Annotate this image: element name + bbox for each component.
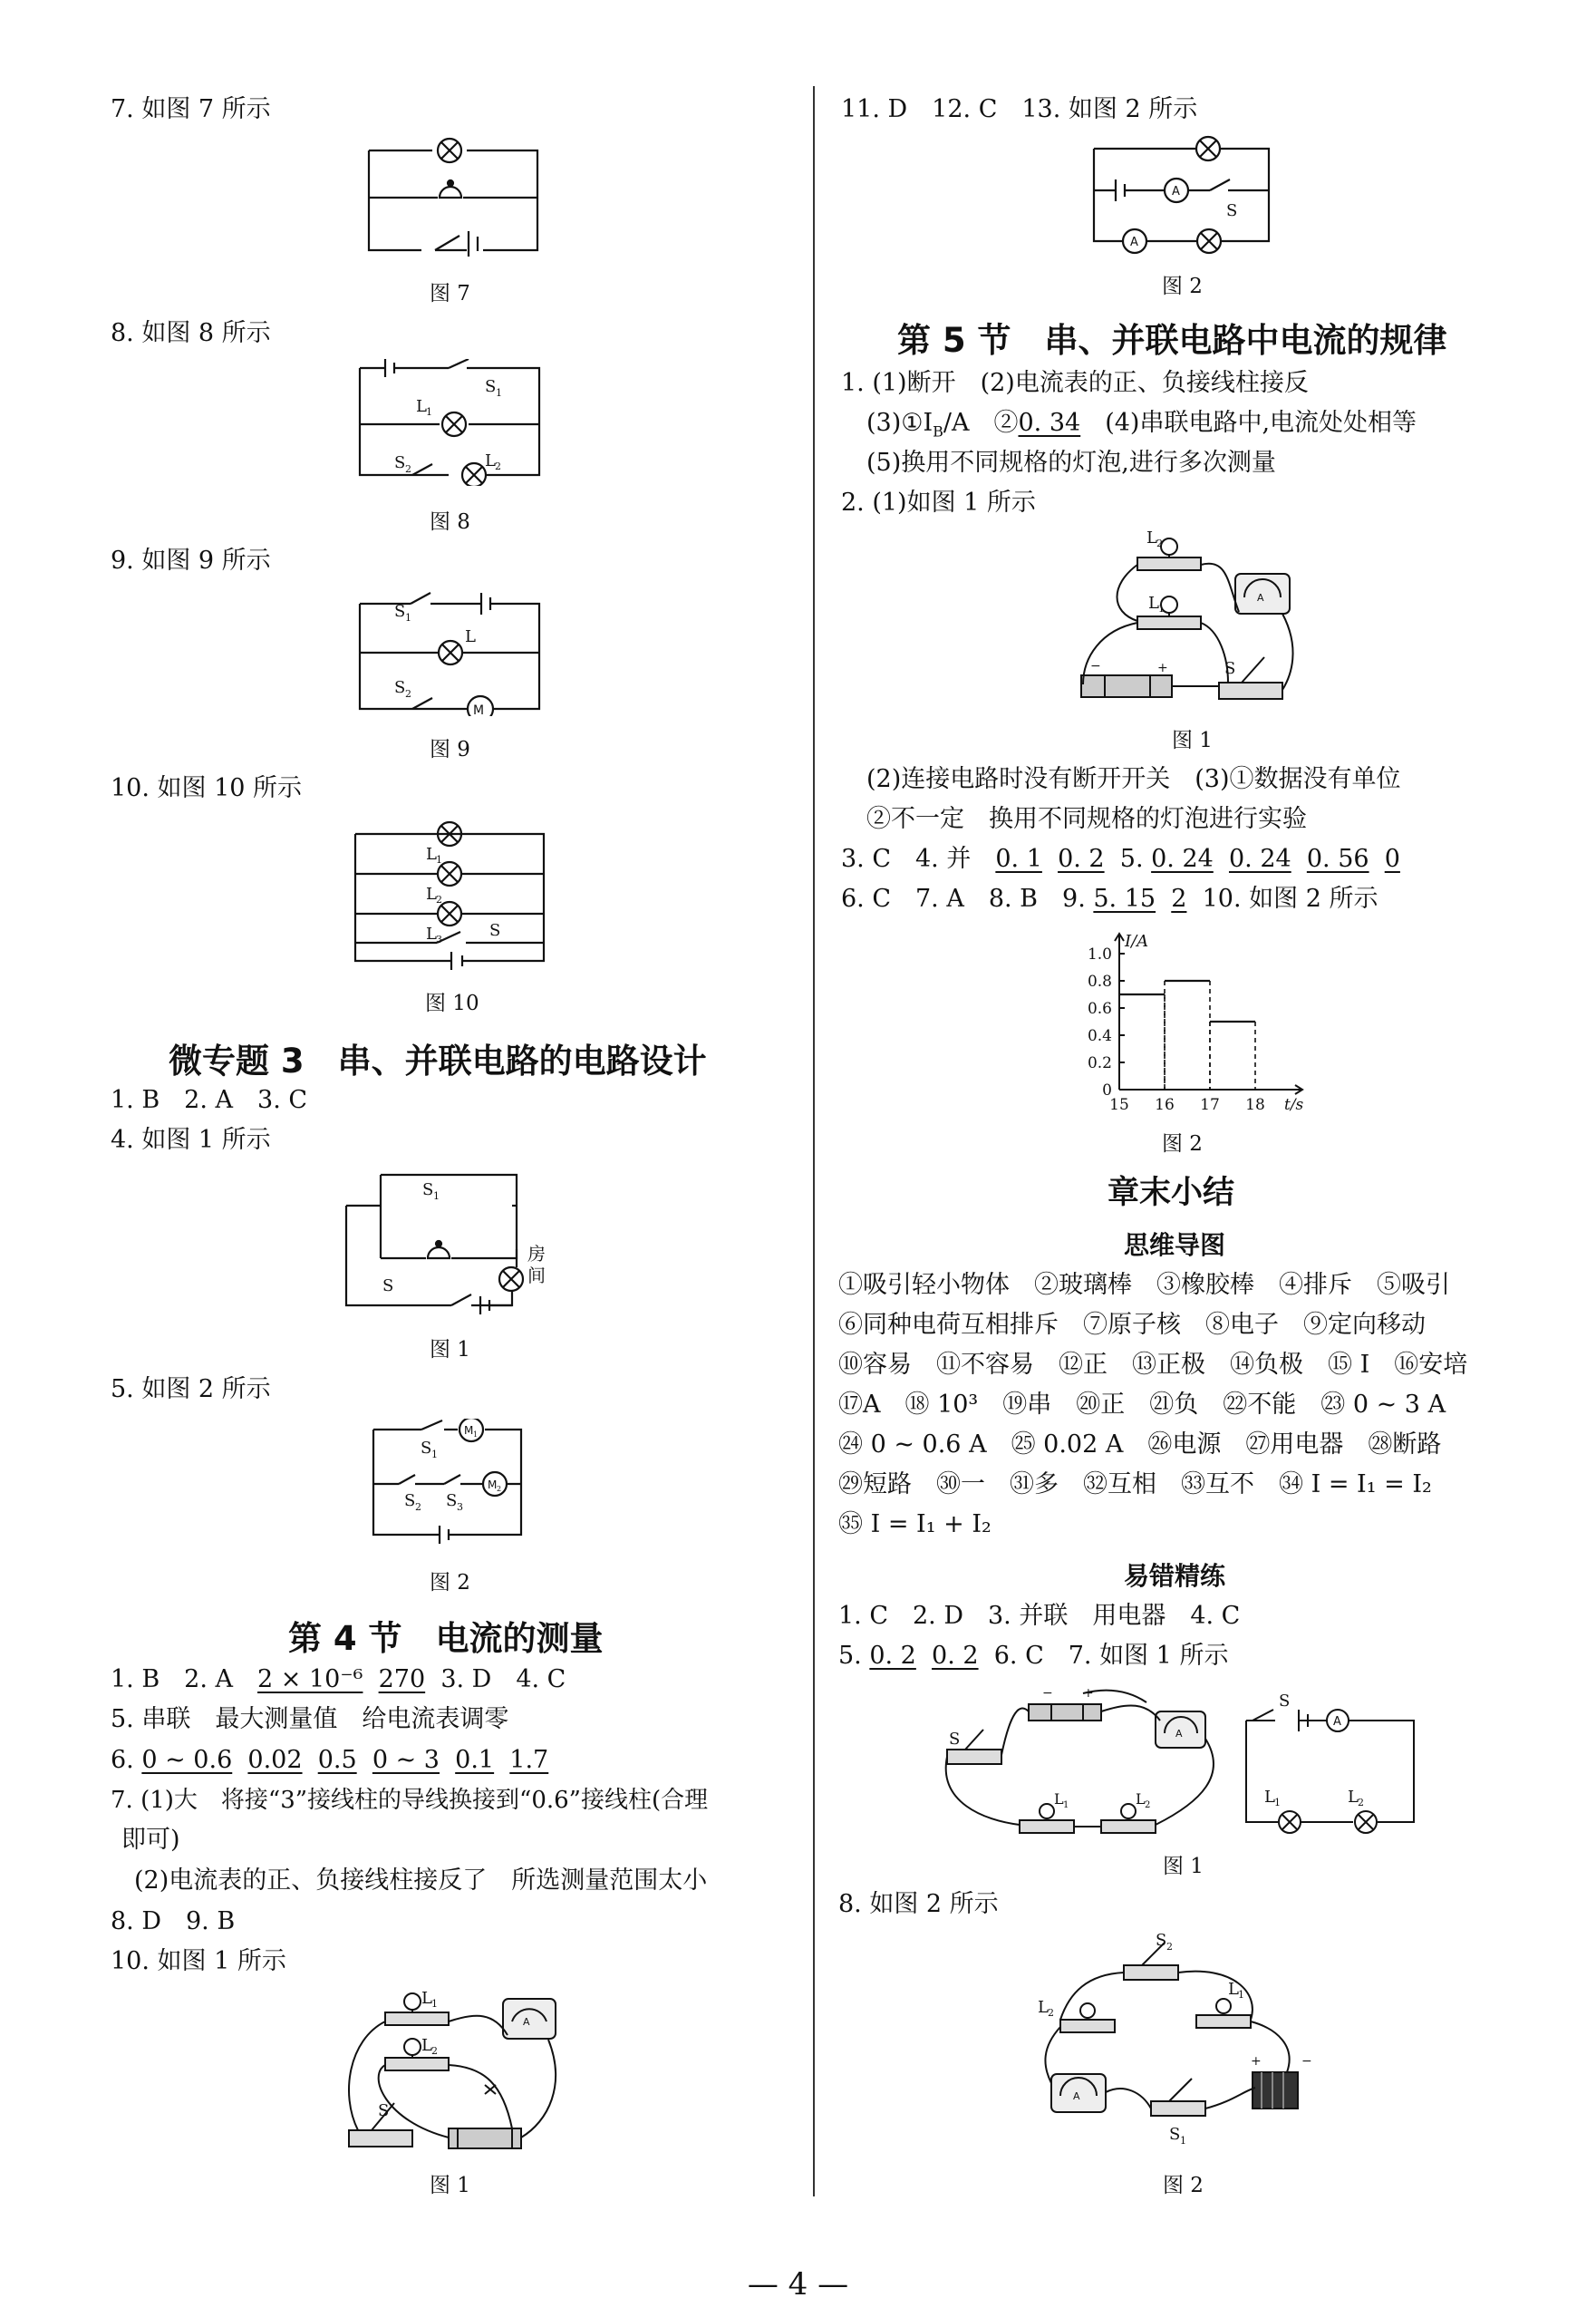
svg-text:A: A [1257, 592, 1264, 604]
svg-text:−: − [1090, 659, 1101, 674]
svg-text:+: + [1251, 2054, 1262, 2069]
error-practice-answer-8: 8. 如图 2 所示 [838, 1890, 999, 1918]
section-4-answers-1-4 [111, 1663, 566, 1696]
section-title-chapter-summary: 章末小结 [1108, 1175, 1235, 1211]
figure-7-caption: 图 7 [430, 282, 470, 305]
section-4-answer-6-val: 0 ~ 0.6 [141, 1746, 233, 1774]
chart-x-tick-label: 18 [1245, 1096, 1265, 1114]
section-5-answer-1-3: (5)换用不同规格的灯泡,进行多次测量 [866, 449, 1276, 477]
svg-text:S: S [1279, 1692, 1291, 1711]
section-5-answer-10: 10. 如图 2 所示 [1202, 885, 1378, 913]
error-practice-answers-1-4: 1. C 2. D 3. 并联 用电器 4. C [838, 1602, 1241, 1630]
chart-x-label: t/s [1284, 1096, 1304, 1114]
svg-text:S: S [378, 2101, 390, 2120]
error-practice-answers-6-7: 6. C 7. 如图 1 所示 [993, 1642, 1229, 1670]
section-5-answer-2-1: 2. (1)如图 1 所示 [841, 489, 1036, 517]
section-5-figure-1-caption: 图 1 [1172, 729, 1213, 752]
chart-y-tick-label: 0.2 [1087, 1054, 1112, 1072]
section-4-figure-1-apparatus [331, 1985, 576, 2167]
svg-text:+: + [1083, 1686, 1094, 1701]
chart-y-tick-label: 0.8 [1087, 973, 1112, 991]
micro-topic-3-figure-1-circuit [344, 1169, 562, 1323]
section-5-answer-5-val: 0. 56 [1306, 845, 1369, 873]
mind-map-line: ①吸引轻小物体 ②玻璃棒 ③橡胶棒 ④排斥 ⑤吸引 [838, 1271, 1450, 1299]
error-practice-figure-1-apparatus [938, 1684, 1418, 1847]
answer-10: 10. 如图 10 所示 [111, 774, 303, 802]
svg-text:L: L [1348, 1788, 1359, 1807]
section-5-answer-1-2 [866, 407, 1417, 448]
micro-topic-3-figure-2-circuit [372, 1419, 526, 1546]
svg-text:2: 2 [405, 688, 411, 700]
svg-text:1: 1 [405, 612, 411, 624]
svg-text:S: S [485, 377, 497, 396]
section-5-answers-6-10 [841, 883, 1378, 916]
chart-y-label: I/A [1125, 932, 1149, 951]
section-4-answer-2-val1: 2 × 10⁻⁶ [257, 1665, 363, 1693]
svg-text:2: 2 [415, 1501, 421, 1513]
svg-text:L: L [421, 1989, 432, 2008]
error-practice-figure-2-apparatus [1033, 1929, 1323, 2147]
svg-text:L: L [465, 627, 476, 646]
svg-text:A: A [1130, 236, 1138, 249]
svg-text:1: 1 [426, 406, 432, 418]
svg-text:A: A [1073, 2090, 1080, 2102]
micro-topic-3-answer-4: 4. 如图 1 所示 [111, 1126, 271, 1154]
svg-text:2: 2 [497, 1485, 502, 1493]
error-practice-figure-1-caption: 图 1 [1163, 1855, 1204, 1878]
mind-map-line: ㉙短路 ㉚一 ㉛多 ㉜互相 ㉝互不 ㉞ I = I₁ = I₂ [838, 1470, 1432, 1498]
svg-text:S: S [1156, 1931, 1167, 1950]
figure-10-caption: 图 10 [425, 992, 479, 1015]
svg-text:1: 1 [431, 1449, 438, 1460]
micro-topic-3-answers-1-3: 1. B 2. A 3. C [111, 1086, 308, 1114]
svg-text:A: A [1172, 185, 1180, 199]
error-practice-answer-5-label: 5. [838, 1642, 870, 1670]
mind-map-line: ⑥同种电荷互相排斥 ⑦原子核 ⑧电子 ⑨定向移动 [838, 1311, 1426, 1339]
svg-text:A: A [1333, 1715, 1341, 1729]
svg-text:−: − [1042, 1686, 1053, 1701]
svg-text:L: L [1054, 1790, 1064, 1808]
section-title-5: 第 5 节 串、并联电路中电流的规律 [897, 321, 1447, 360]
chart-plot [1069, 917, 1305, 1117]
section-4-answer-7-2: (2)电流表的正、负接线柱接反了 所选测量范围太小 [134, 1866, 708, 1895]
svg-text:−: − [1301, 2054, 1312, 2069]
svg-text:S: S [421, 1439, 432, 1458]
chart-y-tick-label: 0 [1102, 1081, 1112, 1100]
svg-text:1: 1 [436, 854, 442, 866]
mind-map-line: ㉔ 0 ~ 0.6 A ㉕ 0.02 A ㉖电源 ㉗用电器 ㉘断路 [838, 1430, 1442, 1459]
svg-text:1: 1 [1180, 2135, 1186, 2147]
svg-text:M: M [488, 1478, 498, 1491]
section-4-answer-6-label: 6. [111, 1746, 142, 1774]
svg-text:L: L [426, 845, 437, 864]
section-4-answer-2-val2: 270 [378, 1665, 426, 1693]
svg-text:L: L [1136, 1790, 1146, 1808]
chart-y-tick-label: 0.6 [1087, 1000, 1112, 1018]
svg-text:L: L [426, 885, 437, 904]
svg-text:间: 间 [527, 1265, 546, 1286]
section-4-answer-6-val: 0 ~ 3 [372, 1746, 440, 1774]
section-title-4: 第 4 节 电流的测量 [288, 1619, 604, 1658]
mind-map-line: ㉟ I = I₁ + I₂ [838, 1510, 991, 1538]
section-4-answer-6-val: 1.7 [509, 1746, 549, 1774]
svg-text:L: L [416, 397, 427, 416]
section-5-answer-1-1: 1. (1)断开 (2)电流表的正、负接线柱接反 [841, 369, 1309, 397]
subsection-title-error-practice: 易错精练 [1124, 1561, 1226, 1591]
section-5-answers-6-9-label: 6. C 7. A 8. B 9. [841, 885, 1094, 913]
svg-text:M: M [473, 703, 485, 716]
section-5-answer-5-val: 0. 24 [1151, 845, 1214, 873]
section-4-answer-6-val: 0.1 [455, 1746, 495, 1774]
column-divider [813, 86, 815, 2196]
svg-text:1: 1 [1063, 1800, 1069, 1810]
micro-topic-3-answer-5: 5. 如图 2 所示 [111, 1375, 271, 1403]
svg-text:2: 2 [436, 894, 442, 906]
section-5-answer-1-2-post: (4)串联电路中,电流处处相等 [1080, 409, 1417, 437]
micro-topic-3-figure-1-caption: 图 1 [430, 1338, 470, 1362]
mind-map-line: ⑩容易 ⑪不容易 ⑫正 ⑬正极 ⑭负极 ⑮ I ⑯安培 [838, 1351, 1468, 1379]
svg-text:S: S [422, 1180, 434, 1199]
figure-9-circuit [358, 589, 548, 716]
figure-8-circuit [358, 359, 548, 486]
svg-text:L: L [485, 451, 496, 470]
answers-11-13: 11. D 12. C 13. 如图 2 所示 [841, 95, 1198, 123]
section-4-answer-1-2: 1. B 2. A [111, 1665, 258, 1693]
svg-text:S: S [949, 1730, 961, 1749]
svg-text:+: + [1157, 661, 1168, 675]
svg-text:2: 2 [1358, 1797, 1364, 1808]
svg-text:2: 2 [495, 460, 501, 472]
section-5-answer-4-val: 0. 2 [1058, 845, 1105, 873]
figure-10-circuit [353, 816, 553, 979]
section-5-figure-1-apparatus [1074, 530, 1310, 721]
section-4-figure-1-caption: 图 1 [430, 2174, 470, 2197]
svg-text:S: S [382, 1276, 394, 1295]
svg-text:S: S [1224, 659, 1236, 678]
chart-x-tick-label: 17 [1200, 1096, 1220, 1114]
mind-map-line: ⑰A ⑱ 10³ ⑲串 ⑳正 ㉑负 ㉒不能 ㉓ 0 ~ 3 A [838, 1391, 1446, 1419]
section-5-answer-1-2-unit: /A ② [943, 409, 1019, 437]
section-title-micro-topic-3: 微专题 3 串、并联电路的电路设计 [169, 1042, 707, 1081]
section-5-answer-5-label: 5. [1119, 845, 1152, 873]
svg-text:L: L [1146, 530, 1157, 548]
svg-text:2: 2 [1166, 1941, 1173, 1953]
svg-text:S: S [394, 602, 406, 621]
svg-text:1: 1 [1274, 1797, 1281, 1808]
svg-text:1: 1 [431, 1998, 438, 2010]
svg-text:2: 2 [405, 463, 411, 475]
svg-text:L: L [1038, 1998, 1049, 2017]
chart-x-tick-label: 16 [1155, 1096, 1175, 1114]
svg-text:2: 2 [1048, 2007, 1054, 2019]
section-5-answers-3-4-label: 3. C 4. 并 [841, 845, 996, 873]
svg-text:S: S [1226, 201, 1238, 220]
right-figure-2-caption: 图 2 [1162, 275, 1203, 298]
section-5-answer-5-val: 0 [1384, 845, 1400, 873]
section-5-answer-2-2: (2)连接电路时没有断开开关 (3)①数据没有单位 [866, 765, 1401, 793]
svg-text:L: L [1148, 594, 1159, 613]
chart-x-tick-label: 15 [1109, 1096, 1129, 1114]
svg-text:1: 1 [473, 1430, 479, 1439]
subsection-title-mind-map: 思维导图 [1124, 1230, 1226, 1260]
section-4-answer-10: 10. 如图 1 所示 [111, 1947, 286, 1975]
right-figure-2-circuit [1092, 134, 1273, 261]
section-4-answer-6-val: 0.02 [247, 1746, 303, 1774]
chart-y-tick-label: 0.4 [1087, 1027, 1112, 1045]
error-practice-answer-5-val: 0. 2 [932, 1642, 979, 1670]
section-4-answer-7-1: 7. (1)大 将接“3”接线柱的导线换接到“0.6”接线柱(合理 [111, 1787, 709, 1814]
svg-text:S: S [404, 1491, 416, 1510]
section-5-answer-2-3: ②不一定 换用不同规格的灯泡进行实验 [866, 805, 1307, 833]
svg-text:S: S [446, 1491, 458, 1510]
figure-9-caption: 图 9 [430, 738, 470, 761]
svg-text:3: 3 [457, 1501, 463, 1513]
section-5-answer-1-2-sub: B [933, 422, 943, 441]
svg-text:S: S [1169, 2125, 1181, 2144]
section-5-answer-1-2-val: 0. 34 [1018, 409, 1081, 437]
svg-text:L: L [421, 2036, 432, 2055]
section-5-figure-2-caption: 图 2 [1162, 1132, 1203, 1156]
micro-topic-3-figure-2-caption: 图 2 [430, 1571, 470, 1595]
svg-text:3: 3 [436, 934, 442, 945]
svg-text:1: 1 [433, 1190, 440, 1202]
section-4-answer-6 [111, 1744, 548, 1777]
section-4-answer-5: 5. 串联 最大测量值 给电流表调零 [111, 1705, 509, 1733]
answer-8: 8. 如图 8 所示 [111, 319, 271, 347]
error-practice-answers-5-7 [838, 1640, 1228, 1672]
svg-text:1: 1 [1238, 1989, 1244, 2001]
svg-text:1: 1 [496, 387, 502, 399]
error-practice-figure-2-caption: 图 2 [1163, 2174, 1204, 2197]
svg-text:S: S [394, 453, 406, 472]
section-5-answer-5-val: 0. 24 [1228, 845, 1291, 873]
section-5-answers-3-5 [841, 843, 1400, 876]
section-4-answers-8-9: 8. D 9. B [111, 1907, 236, 1935]
section-5-answer-9-val: 2 [1171, 885, 1187, 913]
section-5-answer-1-2-label: (3)①I [866, 409, 933, 437]
answer-7: 7. 如图 7 所示 [111, 95, 271, 123]
svg-text:L: L [1264, 1788, 1275, 1807]
svg-text:L: L [426, 925, 437, 944]
current-time-chart [1069, 917, 1305, 1117]
page-number: — 4 — [747, 2266, 849, 2302]
svg-text:A: A [1175, 1728, 1183, 1740]
svg-text:1: 1 [1158, 603, 1165, 615]
svg-text:S: S [489, 921, 501, 940]
svg-text:2: 2 [1145, 1800, 1151, 1810]
error-practice-answer-5-val: 0. 2 [869, 1642, 916, 1670]
svg-text:S: S [394, 678, 406, 697]
section-5-answer-4-val: 0. 1 [995, 845, 1042, 873]
section-4-answer-6-val: 0.5 [317, 1746, 357, 1774]
section-5-answer-9-val: 5. 15 [1093, 885, 1156, 913]
svg-text:M: M [464, 1424, 474, 1437]
section-4-answer-3-4: 3. D 4. C [440, 1665, 566, 1693]
chart-y-tick-label: 1.0 [1087, 945, 1112, 964]
svg-text:A: A [523, 2016, 530, 2028]
svg-text:2: 2 [1156, 538, 1163, 549]
figure-8-caption: 图 8 [430, 510, 470, 534]
svg-text:2: 2 [431, 2045, 438, 2057]
answer-9: 9. 如图 9 所示 [111, 547, 271, 575]
svg-text:L: L [1228, 1980, 1239, 1999]
figure-7-circuit [367, 134, 539, 261]
svg-text:房: 房 [527, 1243, 546, 1265]
section-4-answer-7-1-cont: 即可) [121, 1826, 180, 1854]
